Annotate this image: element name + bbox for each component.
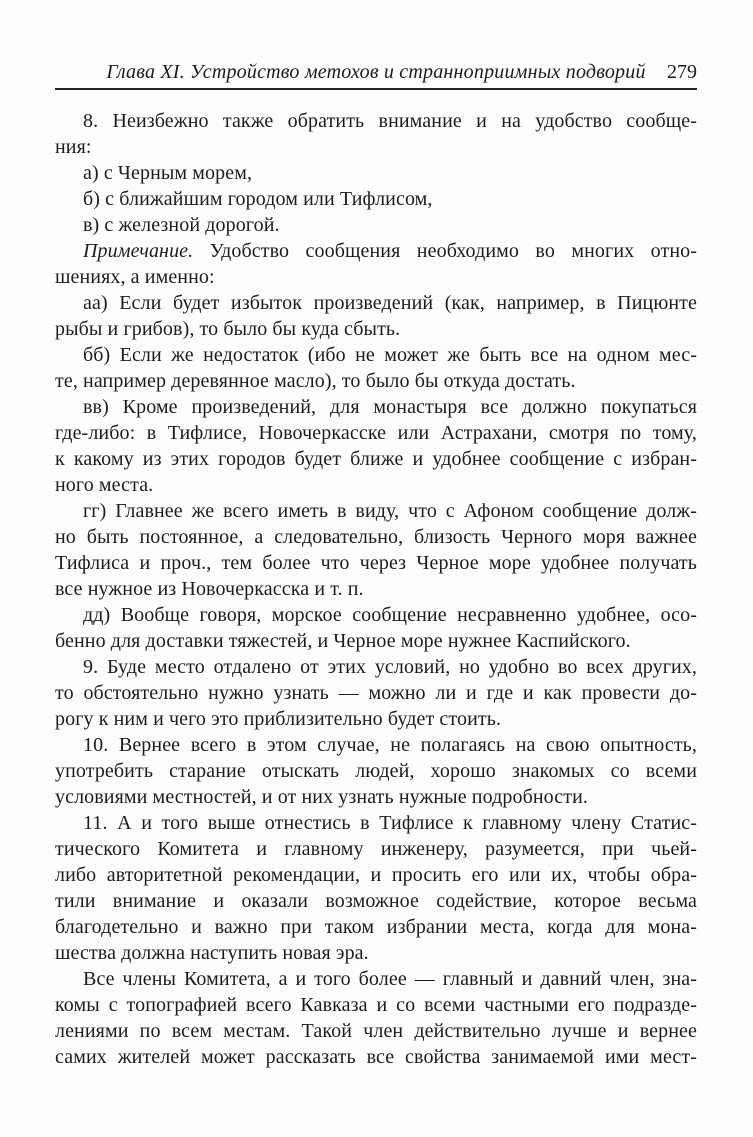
text-line: то обстоятельно нужно узнать — можно ли и где и как провести до- [55, 682, 697, 704]
text-line: лениями по всем местам. Такой член действительно лучше и вернее [55, 1020, 697, 1042]
text-line: Все члены Комитета, а и того более — главный и давний член, зна- [83, 968, 697, 990]
paragraph [55, 108, 697, 160]
text-line: 10. Вернее всего в этом случае, не полагаясь на свою опытность, [83, 734, 697, 756]
header-rule [55, 88, 697, 90]
text-line: условиями местностей, и от них узнать нужные подробности. [55, 786, 588, 808]
paragraph [55, 602, 697, 654]
italic-lead: Примечание. [83, 240, 194, 262]
text-line: все нужное из Новочеркасска и т. п. [55, 578, 364, 600]
text-line: а) с Черным морем, [83, 162, 253, 184]
text-line: употребить старание отыскать людей, хорошо знакомых со всеми [55, 760, 697, 782]
text-line: гг) Главнее же всего иметь в виду, что с Афоном сообщение долж- [83, 500, 697, 522]
paragraph [55, 342, 697, 394]
text-line: Тифлиса и проч., тем более что через Черное море удобнее получать [55, 552, 697, 574]
paragraph [55, 394, 697, 498]
paragraph [55, 654, 697, 732]
paragraph [55, 732, 697, 810]
paragraph [55, 238, 697, 290]
text-line: к какому из этих городов будет ближе и удобнее сообщение с избран- [55, 448, 697, 470]
text-line: 11. А и того выше отнестись в Тифлисе к главному члену Статис- [83, 812, 697, 834]
paragraph [55, 290, 697, 342]
text-line: аа) Если будет избыток произведений (как, например, в Пицюнте [83, 292, 697, 314]
paragraph [55, 160, 697, 186]
text-line: самих жителей может рассказать все свойства занимаемой ими мест- [55, 1046, 697, 1068]
text-line: Примечание. Удобство сообщения необходимо во многих отно- [83, 240, 697, 262]
running-header-title: Глава XI. Устройство метохов и странноприимных подворий [106, 61, 646, 83]
text-line: шениях, а именно: [55, 266, 215, 288]
paragraph [55, 966, 697, 1070]
text-block [55, 60, 697, 1070]
text-line: рыбы и грибов), то было бы куда сбыть. [55, 318, 401, 340]
text-line: те, например деревянное масло), то было бы откуда достать. [55, 370, 576, 392]
text-line: шества должна наступить новая эра. [55, 942, 369, 964]
text-line: бенно для доставки тяжестей, и Черное море нужнее Каспийского. [55, 630, 631, 652]
text-line: 9. Буде место отдалено от этих условий, но удобно во всех других, [83, 656, 697, 678]
text-line: где-либо: в Тифлисе, Новочеркасске или Астрахани, смотря по тому, [55, 422, 697, 444]
text-line: ного места. [55, 474, 154, 496]
text-line: вв) Кроме произведений, для монастыря все должно покупаться [83, 396, 697, 418]
text-line: бб) Если же недостаток (ибо не может же быть все на одном мес- [83, 344, 697, 366]
text-line: но быть постоянное, а следовательно, близость Черного моря важнее [55, 526, 697, 548]
text-line: дд) Вообще говоря, морское сообщение несравненно удобнее, осо- [83, 604, 697, 626]
text-line: рогу к ним и чего это приблизительно будет стоить. [55, 708, 502, 730]
running-header [55, 60, 697, 86]
text-line: б) с ближайшим городом или Тифлисом, [83, 188, 433, 210]
text-line: ния: [55, 136, 92, 158]
paragraph [55, 810, 697, 966]
page-body [55, 108, 697, 1070]
text-line: 8. Неизбежно также обратить внимание и на удобство сообще- [83, 110, 697, 132]
text-line: благодетельно и важно при таком избрании места, когда для мона- [55, 916, 697, 938]
text-line: тического Комитета и главному инженеру, разумеется, при чьей- [55, 838, 697, 860]
text-line: либо авторитетной рекомендации, и просить его или их, чтобы обра- [55, 864, 697, 886]
text-line: в) с железной дорогой. [83, 214, 280, 236]
paragraph [55, 186, 697, 212]
paragraph [55, 212, 697, 238]
page-number: 279 [667, 61, 697, 83]
text-line: комы с топографией всего Кавказа и со всеми частными его подразде- [55, 994, 697, 1016]
paragraph [55, 498, 697, 602]
text-line: тили внимание и оказали возможное содействие, которое весьма [55, 890, 697, 912]
